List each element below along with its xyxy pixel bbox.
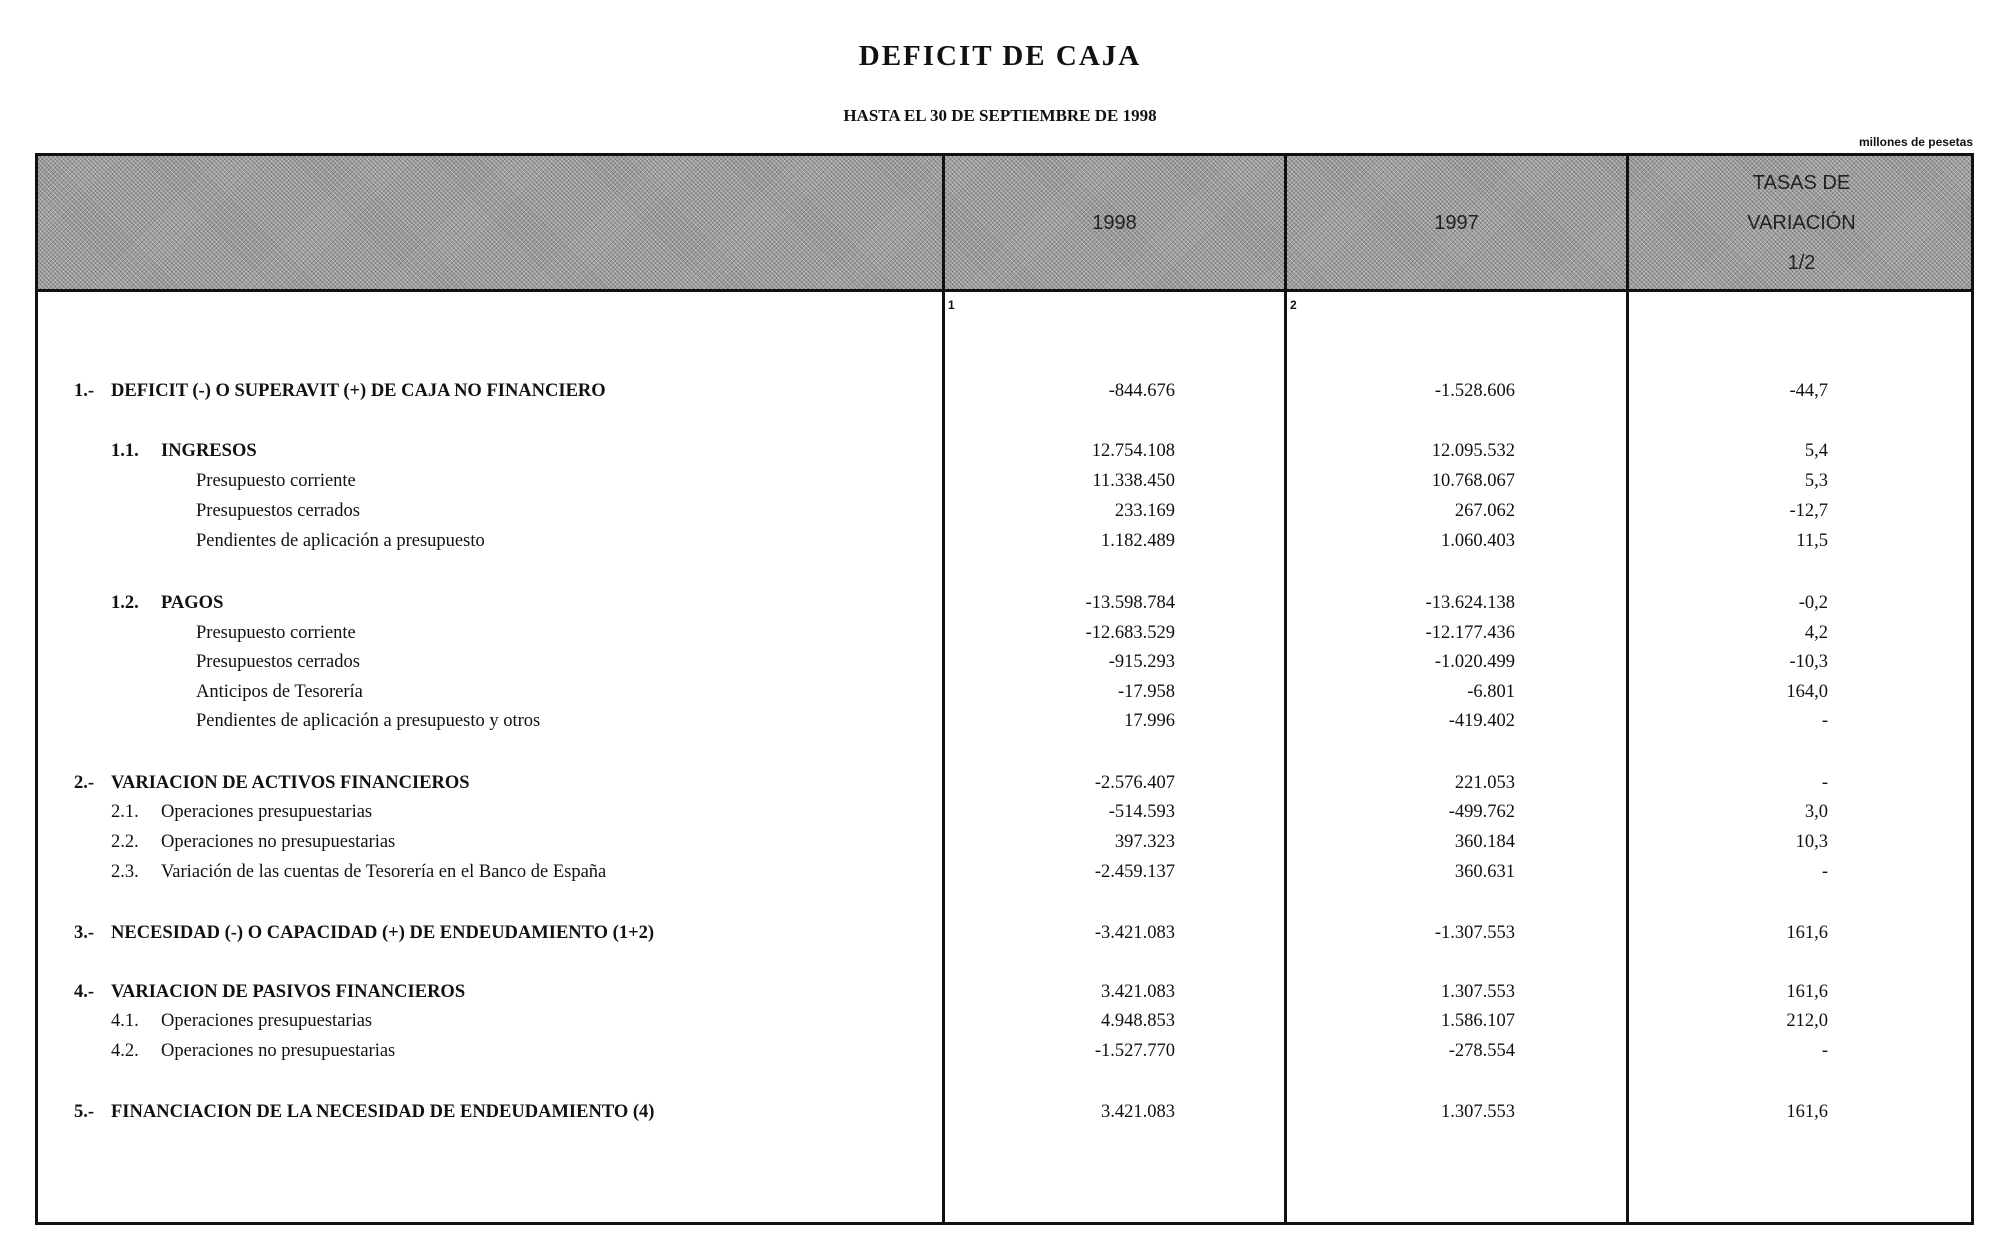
- cell-rate: 164,0: [1786, 682, 1828, 702]
- cell-1998: -514.593: [1108, 802, 1175, 822]
- cell-rate: -: [1821, 1041, 1828, 1061]
- document-title: DEFICIT DE CAJA: [858, 40, 1142, 72]
- cell-1997: 10.768.067: [1431, 471, 1515, 491]
- table-row: [38, 381, 1971, 409]
- header-1997: 1997: [1434, 211, 1479, 234]
- cell-1998: -3.421.083: [1094, 923, 1175, 943]
- row-label: NECESIDAD (-) O CAPACIDAD (+) DE ENDEUDAMIENTO (1+2): [111, 923, 655, 943]
- column-number-1: 1: [948, 298, 955, 312]
- cell-rate: 212,0: [1786, 1011, 1828, 1031]
- table-row: [38, 501, 1971, 529]
- cell-rate: -10,3: [1789, 652, 1828, 672]
- row-label: FINANCIACION DE LA NECESIDAD DE ENDEUDAMIENTO (4): [111, 1102, 655, 1122]
- table-row: [38, 711, 1971, 739]
- cell-1998: 3.421.083: [1101, 1102, 1175, 1122]
- row-label: PAGOS: [161, 593, 224, 613]
- row-label: Presupuestos cerrados: [196, 652, 360, 672]
- cell-1998: 12.754.108: [1091, 441, 1175, 461]
- cell-1997: 267.062: [1454, 501, 1515, 521]
- cell-rate: 161,6: [1786, 923, 1828, 943]
- cell-1997: 1.307.553: [1441, 1102, 1515, 1122]
- header-1998: 1998: [1092, 211, 1137, 234]
- row-label: Presupuesto corriente: [196, 471, 356, 491]
- cell-1998: 17.996: [1124, 711, 1175, 731]
- header-rate-line3: 1/2: [1787, 251, 1816, 274]
- row-label: DEFICIT (-) O SUPERAVIT (+) DE CAJA NO FINANCIERO: [111, 381, 606, 401]
- table-row: [38, 1041, 1971, 1069]
- units-note: millones de pesetas: [1858, 135, 1973, 149]
- cell-1998: -844.676: [1108, 381, 1175, 401]
- cell-1998: -2.576.407: [1094, 773, 1175, 793]
- cell-1998: -17.958: [1117, 682, 1175, 702]
- cell-rate: 5,3: [1804, 471, 1828, 491]
- cell-1997: -419.402: [1448, 711, 1515, 731]
- row-label: Anticipos de Tesorería: [196, 682, 363, 702]
- row-number: 4.1.: [111, 1011, 139, 1031]
- table-row: [38, 862, 1971, 890]
- cell-1997: -278.554: [1448, 1041, 1515, 1061]
- cell-1998: -915.293: [1108, 652, 1175, 672]
- cell-1998: 233.169: [1114, 501, 1175, 521]
- cell-rate: -: [1821, 773, 1828, 793]
- table-row: [38, 773, 1971, 801]
- column-number-2: 2: [1290, 298, 1297, 312]
- table-row: [38, 1102, 1971, 1130]
- cell-rate: -12,7: [1789, 501, 1828, 521]
- table-row: [38, 593, 1971, 621]
- cell-1997: -1.528.606: [1434, 381, 1515, 401]
- cell-1997: 1.060.403: [1441, 531, 1515, 551]
- cell-1997: 1.586.107: [1441, 1011, 1515, 1031]
- cell-1998: -1.527.770: [1094, 1041, 1175, 1061]
- cell-rate: -0,2: [1798, 593, 1828, 613]
- cell-1998: 11.338.450: [1092, 471, 1175, 491]
- row-number: 2.1.: [111, 802, 139, 822]
- cell-1997: -499.762: [1448, 802, 1515, 822]
- row-number: 4.-: [74, 982, 95, 1002]
- table-row: [38, 982, 1971, 1010]
- table-row: [38, 531, 1971, 559]
- table-row: [38, 682, 1971, 710]
- row-label: Presupuestos cerrados: [196, 501, 360, 521]
- cell-1998: 4.948.853: [1101, 1011, 1175, 1031]
- cell-rate: 5,4: [1804, 441, 1828, 461]
- row-number: 2.2.: [111, 832, 139, 852]
- cell-1997: 1.307.553: [1441, 982, 1515, 1002]
- cell-1997: 12.095.532: [1431, 441, 1515, 461]
- cell-1998: 1.182.489: [1101, 531, 1175, 551]
- cell-1997: 360.631: [1454, 862, 1515, 882]
- cell-1997: 221.053: [1454, 773, 1515, 793]
- table-row: [38, 441, 1971, 469]
- cell-rate: 161,6: [1786, 982, 1828, 1002]
- row-number: 4.2.: [111, 1041, 139, 1061]
- cell-rate: 11,5: [1796, 531, 1828, 551]
- header-rate-line1: TASAS DE: [1752, 171, 1851, 194]
- table-row: [38, 1011, 1971, 1039]
- cell-1997: -1.307.553: [1434, 923, 1515, 943]
- header-variation-rate: [1629, 156, 1974, 289]
- cell-1997: -12.177.436: [1425, 623, 1515, 643]
- cell-1998: 3.421.083: [1101, 982, 1175, 1002]
- cell-1997: 360.184: [1454, 832, 1515, 852]
- cell-1998: 397.323: [1114, 832, 1175, 852]
- cell-1997: -13.624.138: [1425, 593, 1515, 613]
- table-row: [38, 832, 1971, 860]
- table-row: [38, 652, 1971, 680]
- row-label: Operaciones no presupuestarias: [161, 1041, 396, 1061]
- table-row: [38, 802, 1971, 830]
- cell-1998: -2.459.137: [1094, 862, 1175, 882]
- row-label: VARIACION DE ACTIVOS FINANCIEROS: [111, 773, 470, 793]
- cell-rate: 161,6: [1786, 1102, 1828, 1122]
- row-label: Presupuesto corriente: [196, 623, 356, 643]
- header-rate-line2: VARIACIÓN: [1747, 211, 1856, 234]
- cell-rate: -: [1821, 711, 1828, 731]
- row-label: Operaciones presupuestarias: [161, 1011, 373, 1031]
- cell-rate: 4,2: [1804, 623, 1828, 643]
- cell-1998: -12.683.529: [1085, 623, 1175, 643]
- row-number: 5.-: [74, 1102, 95, 1122]
- cell-rate: -44,7: [1789, 381, 1828, 401]
- row-label: Pendientes de aplicación a presupuesto y otros: [196, 711, 541, 731]
- cell-rate: 3,0: [1804, 802, 1828, 822]
- cell-1997: -6.801: [1467, 682, 1515, 702]
- cell-1998: -13.598.784: [1085, 593, 1175, 613]
- row-number: 1.1.: [111, 441, 139, 461]
- table-row: [38, 623, 1971, 651]
- data-table: [35, 153, 1974, 1225]
- row-label: Operaciones no presupuestarias: [161, 832, 396, 852]
- row-number: 2.-: [74, 773, 95, 793]
- row-label: Pendientes de aplicación a presupuesto: [196, 531, 485, 551]
- document-subtitle: HASTA EL 30 DE SEPTIEMBRE DE 1998: [843, 106, 1157, 125]
- table-row: [38, 471, 1971, 499]
- row-label: INGRESOS: [161, 441, 257, 461]
- row-label: Operaciones presupuestarias: [161, 802, 373, 822]
- row-number: 1.2.: [111, 593, 139, 613]
- row-number: 2.3.: [111, 862, 139, 882]
- cell-rate: -: [1821, 862, 1828, 882]
- cell-1997: -1.020.499: [1434, 652, 1515, 672]
- table-row: [38, 923, 1971, 951]
- row-number: 3.-: [74, 923, 95, 943]
- row-label: VARIACION DE PASIVOS FINANCIEROS: [111, 982, 466, 1002]
- row-number: 1.-: [74, 381, 95, 401]
- row-label: Variación de las cuentas de Tesorería en el Banco de España: [161, 862, 607, 882]
- cell-rate: 10,3: [1795, 832, 1828, 852]
